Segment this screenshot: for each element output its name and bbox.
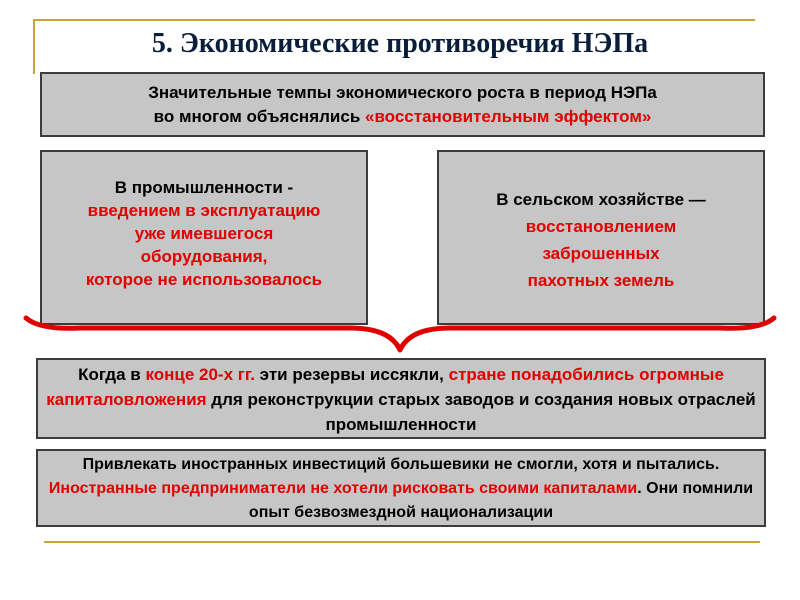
industry-box	[40, 150, 368, 325]
curly-brace-icon	[20, 312, 780, 360]
reserves-text-3: эти резервы иссякли,	[254, 365, 449, 384]
industry-line: уже имевшегося	[134, 224, 274, 243]
reserves-text-2: конце 20-х гг.	[145, 365, 255, 384]
top-decorative-rule	[33, 19, 755, 21]
industry-line: введением в эксплуатацию	[87, 201, 321, 220]
intro-box	[40, 72, 765, 137]
reserves-text-4: стране понадобились огромные капиталовложения	[46, 365, 724, 409]
industry-line: которое не использовалось	[85, 270, 323, 289]
agriculture-line: пахотных земель	[527, 271, 675, 290]
intro-highlight: «восстановительным эффектом»	[365, 107, 652, 126]
reserves-box	[36, 358, 766, 439]
bottom-decorative-rule	[44, 541, 760, 543]
agriculture-line: заброшенных	[542, 244, 660, 263]
reserves-text-1: Когда в	[78, 365, 146, 384]
industry-line: оборудования,	[140, 247, 268, 266]
investments-box	[36, 449, 766, 527]
agriculture-line: восстановлением	[525, 217, 677, 236]
industry-heading: В промышленности -	[114, 178, 294, 197]
agriculture-box	[437, 150, 765, 325]
reserves-text-5: для реконструкции старых заводов и создания новых отраслей промышленности	[206, 390, 756, 434]
agriculture-heading: В сельском хозяйстве —	[496, 190, 706, 209]
investments-text-2: Иностранные предприниматели не хотели рисковать своими капиталами	[48, 480, 638, 497]
intro-line2-prefix: во многом объяснялись	[153, 107, 365, 126]
slide-title: 5. Экономические противоречия НЭПа	[151, 28, 649, 59]
investments-text-3: . Они помнили опыт безвозмездной национализации	[248, 480, 754, 521]
investments-text-1: Привлекать иностранных инвестиций большевики не смогли, хотя и пытались.	[82, 456, 720, 473]
intro-line1: Значительные темпы экономического роста в период НЭПа	[148, 83, 657, 102]
